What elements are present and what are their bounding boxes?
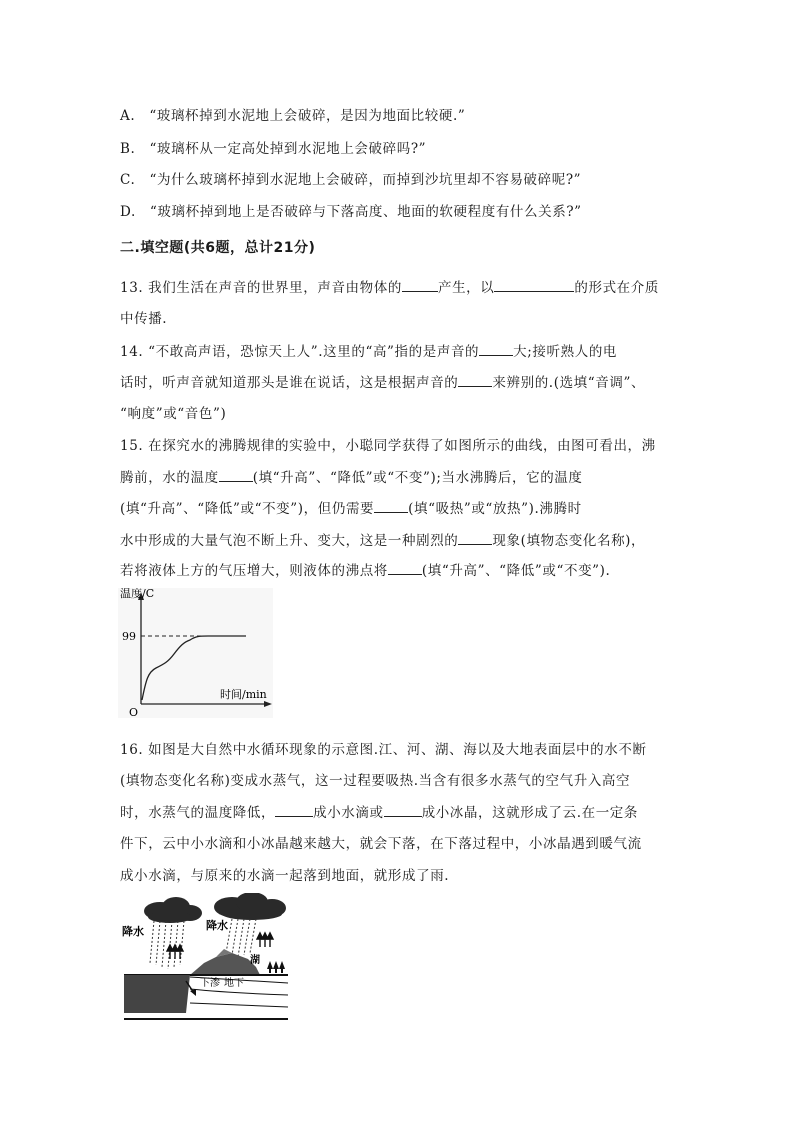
q16-line-5: 成小水滴，与原来的水滴一起落到地面，就形成了雨.	[120, 868, 450, 884]
q14-blank-2	[458, 374, 492, 387]
sea-area	[124, 975, 190, 1013]
q15-line-1: 15. 在探究水的沸腾规律的实验中，小聪同学获得了如图所示的曲线，由图可看出，沸	[120, 438, 656, 454]
x-axis-label: 时间/min	[220, 688, 267, 701]
y-tick-99: 99	[122, 630, 136, 643]
q14-text-c: 话时，听声音就知道那头是谁在说话，这是根据声音的	[120, 375, 459, 391]
option-b: B. “玻璃杯从一定高处掉到水泥地上会破碎吗?”	[120, 141, 427, 157]
cloud-left-icon	[144, 897, 202, 923]
option-c: C. “为什么玻璃杯掉到水泥地上会破碎，而掉到沙坑里却不容易破碎呢?”	[120, 172, 582, 188]
q15-text-h: (填“升高”、“降低”或“不变”).	[421, 563, 611, 579]
section-title: 二.填空题(共6题，总计21分)	[120, 240, 316, 256]
q14-text-a: 14. “不敢高声语，恐惊天上人”.这里的“高”指的是声音的	[120, 344, 480, 360]
q15-text-c: (填“升高”、“降低”或“不变”)，但仍需要	[120, 501, 375, 517]
q15-blank-4	[388, 562, 422, 575]
q16-line-2: (填物态变化名称)变成水蒸气，这一过程要吸热.当含有很多水蒸气的空气升入高空	[120, 773, 631, 789]
rain-left-icon	[150, 921, 184, 969]
origin-label: O	[129, 706, 139, 718]
q16-blank-2	[384, 804, 422, 817]
water-cycle-svg	[120, 893, 292, 1021]
water-cycle-diagram	[120, 893, 292, 1021]
q16-text-a: 时，水蒸气的温度降低，	[120, 805, 276, 821]
q15-line-2	[120, 466, 583, 486]
q15-text-e: 水中形成的大量气泡不断上升、变大，这是一种剧烈的	[120, 533, 459, 549]
q15-blank-2	[374, 500, 408, 513]
q15-line-3	[120, 497, 582, 517]
q15-line-4	[120, 529, 645, 549]
q15-text-f: 现象(填物态变化名称)，	[492, 533, 646, 549]
rain-left-label: 降水	[122, 925, 144, 938]
q13-line-1	[120, 276, 659, 296]
q16-text-b: 成小水滴或	[313, 805, 384, 821]
q15-blank-3	[458, 532, 492, 545]
q15-blank-1	[219, 469, 253, 482]
q15-line-5	[120, 559, 610, 579]
q13-blank-2	[494, 279, 574, 292]
q16-line-4: 件下，云中小水滴和小冰晶越来越大，就会下落，在下落过程中，小冰晶遇到暖气流	[120, 836, 642, 852]
rain-right-label: 降水	[206, 919, 228, 932]
q13-text-c: 的形式在介质	[574, 280, 659, 296]
rain-right-icon	[226, 919, 256, 957]
q16-text-c: 成小冰晶，这就形成了云.在一定条	[421, 805, 639, 821]
ground-label: 地下	[224, 978, 244, 989]
q16-blank-1	[275, 804, 313, 817]
q14-line-2	[120, 371, 645, 391]
boiling-curve-svg	[118, 588, 273, 718]
q15-text-g: 若将液体上方的气压增大，则液体的沸点将	[120, 563, 388, 579]
q14-blank-1	[479, 343, 513, 356]
q13-text-a: 13. 我们生活在声音的世界里，声音由物体的	[120, 280, 402, 296]
q15-text-a: 腾前，水的温度	[120, 470, 219, 486]
option-d: D. “玻璃杯掉到地上是否破碎与下落高度、地面的软硬程度有什么关系?”	[120, 204, 582, 220]
q13-blank-1	[402, 279, 438, 292]
seep-label: 下渗	[200, 978, 220, 989]
q14-text-b: 大;接听熟人的电	[513, 344, 618, 360]
q16-line-3	[120, 801, 638, 821]
lake-label: 湖	[250, 955, 260, 966]
q13-text-b: 产生，以	[437, 280, 495, 296]
cloud-right-icon	[214, 893, 286, 920]
q15-text-b: (填“升高”、“降低”或“不变”);当水沸腾后，它的温度	[252, 470, 583, 486]
q16-line-1: 16. 如图是大自然中水循环现象的示意图.江、河、湖、海以及大地表面层中的水不断	[120, 742, 647, 758]
q14-text-d: 来辨别的.(选填“音调”、	[492, 375, 646, 391]
q13-line-2: 中传播.	[120, 311, 168, 327]
q15-text-d: (填“吸热”或“放热”).沸腾时	[408, 501, 582, 517]
trees-icon	[267, 961, 285, 973]
boiling-curve-figure	[118, 588, 273, 718]
q14-line-1	[120, 340, 617, 360]
q14-line-3: “响度”或“音色”)	[120, 406, 227, 422]
y-axis-label: 温度/C	[120, 588, 155, 600]
option-a: A. “玻璃杯掉到水泥地上会破碎，是因为地面比较硬.”	[120, 108, 466, 124]
